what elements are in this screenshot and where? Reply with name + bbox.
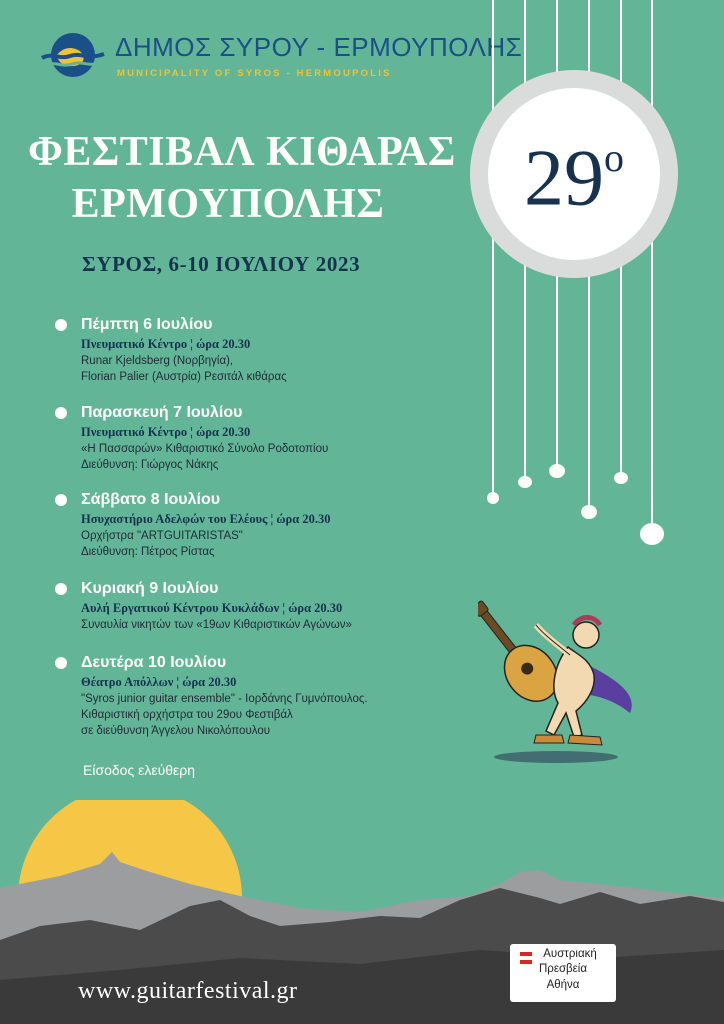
- event-detail: Ορχήστρα "ARTGUITARISTAS": [81, 530, 243, 542]
- event-venue: Πνευματικό Κέντρο ¦ ώρα 20.30: [81, 337, 251, 351]
- bullet-icon: [55, 583, 67, 595]
- event-day: Σάββατο 8 Ιουλίου: [81, 491, 221, 508]
- event-venue: Ησυχαστήριο Αδελφών του Ελέους ¦ ώρα 20.30: [81, 512, 331, 526]
- event-detail: Florian Palier (Αυστρία) Ρεσιτάλ κιθάρας: [81, 371, 287, 383]
- festival-dates: ΣΥΡΟΣ, 6-10 ΙΟΥΛΙΟΥ 2023: [82, 252, 361, 276]
- bullet-icon: [55, 494, 67, 506]
- event-venue: Πνευματικό Κέντρο ¦ ώρα 20.30: [81, 425, 251, 439]
- event-detail: Κιθαριστική ορχήστρα του 29ου Φεστιβάλ: [81, 709, 293, 721]
- event-detail: Διεύθυνση: Γιώργος Νάκης: [81, 459, 219, 471]
- bullet-icon: [55, 319, 67, 331]
- bullet-icon: [55, 407, 67, 419]
- event-detail: «Η Πασσαρών» Κιθαριστικό Σύνολο Ροδοτοπίου: [81, 443, 329, 455]
- event-item: [55, 580, 352, 632]
- event-detail: σε διεύθυνση Άγγελου Νικολόπουλου: [81, 725, 271, 737]
- municipality-name-english: MUNICIPALITY OF SYROS - HERMOUPOLIS: [117, 68, 392, 79]
- guitarist-illustration-icon: [478, 585, 648, 770]
- event-day: Δευτέρα 10 Ιουλίου: [81, 654, 227, 671]
- sponsor-line2: Πρεσβεία: [538, 963, 588, 975]
- event-venue: Αυλή Εργατικού Κέντρου Κυκλάδων ¦ ώρα 20.30: [81, 601, 343, 615]
- municipality-logo-icon: [40, 30, 106, 80]
- event-item: [55, 316, 287, 384]
- municipality-name-greek: ΔΗΜΟΣ ΣΥΡΟΥ - ΕΡΜΟΥΠΟΛΗΣ: [115, 32, 523, 62]
- event-detail: Runar Kjeldsberg (Νορβηγία),: [81, 355, 234, 367]
- event-item: [55, 654, 368, 738]
- event-day: Πέμπτη 6 Ιουλίου: [81, 316, 213, 333]
- event-day: Κυριακή 9 Ιουλίου: [81, 580, 219, 597]
- event-detail: Συναυλία νικητών των «19ων Κιθαριστικών Αγώνων»: [81, 619, 352, 631]
- event-detail: "Syros junior guitar ensemble" - Ιορδάνης Γυμνόπουλος.: [81, 693, 368, 705]
- website-link[interactable]: www.guitarfestival.gr: [78, 978, 298, 1004]
- event-item: [55, 491, 330, 559]
- free-entry-note: Είσοδος ελεύθερη: [83, 762, 196, 778]
- event-item: [55, 404, 328, 472]
- festival-title-line2: ΕΡΜΟΥΠΟΛΗΣ: [71, 181, 385, 227]
- sponsor-line3: Αθήνα: [546, 979, 580, 991]
- bullet-icon: [55, 657, 67, 669]
- festival-title-line1: ΦΕΣΤΙΒΑΛ ΚΙΘΑΡΑΣ: [28, 129, 456, 175]
- event-venue: Θέατρο Απόλλων ¦ ώρα 20.30: [81, 675, 237, 689]
- edition-number: $29^o$: [524, 134, 624, 223]
- event-day: Παρασκευή 7 Ιουλίου: [81, 404, 243, 421]
- sponsor-line1: Αυστριακή: [543, 948, 597, 960]
- event-detail: Διεύθυνση: Πέτρος Ρίστας: [81, 546, 215, 558]
